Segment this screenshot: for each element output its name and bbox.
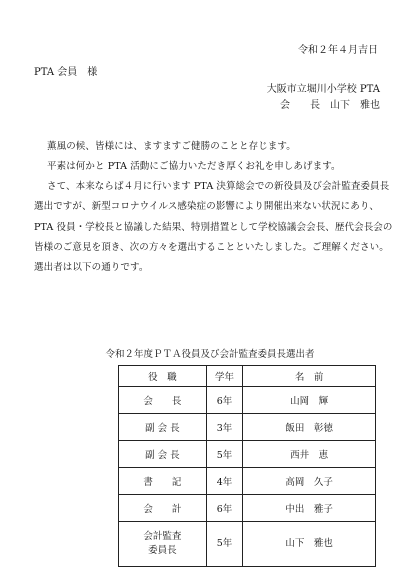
letter-date: 令和２年４月吉日 bbox=[298, 45, 378, 56]
cell-role: 会 長 bbox=[119, 387, 207, 414]
cell-grade: 4年 bbox=[206, 468, 242, 495]
role-line: 会計監査 bbox=[143, 530, 182, 542]
header-role: 役 職 bbox=[119, 366, 207, 387]
cell-role: 副 会 長 bbox=[119, 414, 207, 441]
body-paragraph: さて、本来ならば４月に行います PTA 決算総会での新役員及び会計監査委員長 bbox=[47, 181, 390, 192]
cell-name: 山下 雅也 bbox=[243, 522, 376, 567]
cell-grade: 3年 bbox=[206, 414, 242, 441]
addressee: PTA 会員 様 bbox=[34, 67, 98, 78]
role-line: 委員長 bbox=[148, 545, 177, 556]
cell-name: 飯田 彰徳 bbox=[243, 414, 376, 441]
table-header-row bbox=[119, 366, 376, 387]
cell-role bbox=[119, 522, 207, 567]
cell-name: 山岡 輝 bbox=[243, 387, 376, 414]
sender-name: 会 長 山下 雅也 bbox=[280, 100, 380, 111]
table-row bbox=[119, 414, 376, 441]
cell-name: 高岡 久子 bbox=[243, 468, 376, 495]
table-row bbox=[119, 495, 376, 522]
table-row bbox=[119, 387, 376, 414]
header-name: 名 前 bbox=[243, 366, 376, 387]
cell-role: 副 会 長 bbox=[119, 441, 207, 468]
table-row bbox=[119, 522, 376, 567]
cell-name: 西井 恵 bbox=[243, 441, 376, 468]
cell-name: 中出 雅子 bbox=[243, 495, 376, 522]
cell-grade: 5年 bbox=[206, 522, 242, 567]
table-title: 令和２年度ＰＴＡ役員及び会計監査委員長選出者 bbox=[105, 349, 315, 360]
table-row bbox=[119, 468, 376, 495]
cell-role: 会 計 bbox=[119, 495, 207, 522]
header-grade: 学年 bbox=[206, 366, 242, 387]
officers-table bbox=[118, 365, 376, 567]
cell-grade: 5年 bbox=[206, 441, 242, 468]
cell-grade: 6年 bbox=[206, 387, 242, 414]
body-paragraph: 平素は何かと PTA 活動にご協力いただき厚くお礼を申しあげます。 bbox=[47, 161, 341, 172]
body-paragraph: 選出ですが、新型コロナウイルス感染症の影響により開催出来ない状況にあり、 bbox=[34, 201, 380, 212]
body-paragraph: PTA 役員・学校長と協議した結果、特別措置として学校協議会会長、歴代会長会の bbox=[34, 222, 393, 233]
sender-organization: 大阪市立堀川小学校 PTA bbox=[266, 84, 380, 95]
table-row bbox=[119, 441, 376, 468]
cell-role: 書 記 bbox=[119, 468, 207, 495]
body-paragraph: 皆様のご意見を頂き、次の方々を選出することといたしました。ご理解ください。 bbox=[34, 242, 389, 253]
cell-grade: 6年 bbox=[206, 495, 242, 522]
body-paragraph: 薫風の候、皆様には、ますますご健勝のことと存じます。 bbox=[47, 141, 296, 152]
body-paragraph: 選出者は以下の通りです。 bbox=[34, 262, 149, 273]
